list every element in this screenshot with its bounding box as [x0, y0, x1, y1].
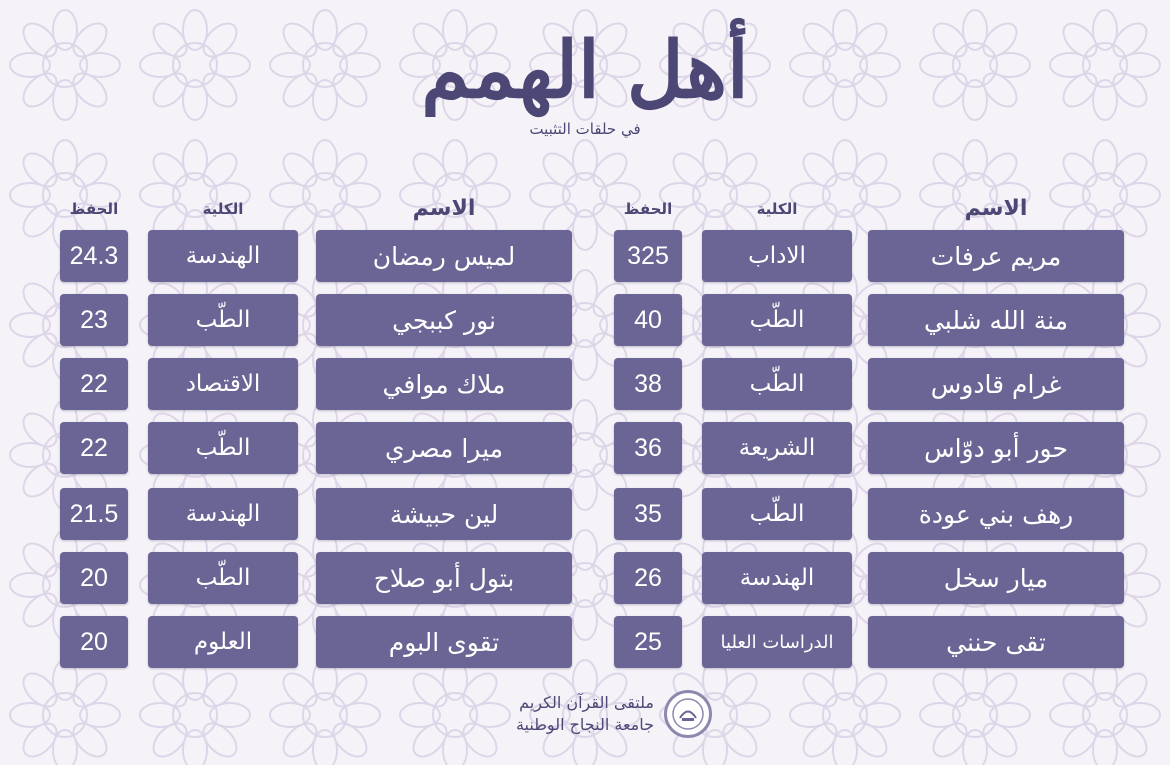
left-row-3-college: الاقتصاد: [148, 358, 298, 410]
right-header-college: الكلية: [756, 200, 798, 218]
left-row-1-score: 24.3: [60, 230, 128, 282]
right-row-6-name: ميار سخل: [868, 552, 1124, 604]
right-row-2-college: الطّب: [702, 294, 852, 346]
page-title: أهل الهمم: [421, 25, 749, 116]
footer-line-2: جامعة النجاح الوطنية: [515, 715, 654, 734]
left-header-score: الحفظ: [69, 200, 119, 218]
right-row-3-name: غرام قادوس: [868, 358, 1124, 410]
left-row-3-score: 22: [60, 358, 128, 410]
page-subtitle: في حلقات التثبيت: [529, 119, 641, 138]
header: [0, 25, 1170, 138]
left-row-5-score: 21.5: [60, 488, 128, 540]
right-row-1-college: الاداب: [702, 230, 852, 282]
right-row-5-score: 35: [614, 488, 682, 540]
left-row-1-college: الهندسة: [148, 230, 298, 282]
right-row-2-score: 40: [614, 294, 682, 346]
right-row-5-college: الطّب: [702, 488, 852, 540]
right-row-4-college: الشريعة: [702, 422, 852, 474]
right-header-name: الاسم: [964, 196, 1028, 221]
left-row-2-name: نور كببجي: [316, 294, 572, 346]
footer-text: [516, 692, 654, 735]
left-row-5-college: الهندسة: [148, 488, 298, 540]
left-row-5-name: لين حبيشة: [316, 488, 572, 540]
right-row-7-college: الدراسات العليا: [702, 616, 852, 668]
right-row-3-score: 38: [614, 358, 682, 410]
right-row-6-score: 26: [614, 552, 682, 604]
left-row-4-score: 22: [60, 422, 128, 474]
left-row-4-college: الطّب: [148, 422, 298, 474]
left-row-2-college: الطّب: [148, 294, 298, 346]
right-row-4-score: 36: [614, 422, 682, 474]
right-row-7-name: تقى حنني: [868, 616, 1124, 668]
left-row-4-name: ميرا مصري: [316, 422, 572, 474]
left-row-7-score: 20: [60, 616, 128, 668]
right-row-7-score: 25: [614, 616, 682, 668]
left-row-3-name: ملاك موافي: [316, 358, 572, 410]
left-header-college: الكلية: [202, 200, 244, 218]
footer-line-1: ملتقى القرآن الكريم: [519, 693, 654, 713]
left-row-7-college: العلوم: [148, 616, 298, 668]
right-row-1-name: مريم عرفات: [868, 230, 1124, 282]
right-row-4-name: حور أبو دوّاس: [868, 422, 1124, 474]
left-row-6-college: الطّب: [148, 552, 298, 604]
right-row-5-name: رهف بني عودة: [868, 488, 1124, 540]
right-row-6-college: الهندسة: [702, 552, 852, 604]
right-header-score: الحفظ: [623, 200, 673, 218]
right-row-2-name: منة الله شلبي: [868, 294, 1124, 346]
right-row-1-score: 325: [614, 230, 682, 282]
left-row-6-score: 20: [60, 552, 128, 604]
left-row-2-score: 23: [60, 294, 128, 346]
left-row-1-name: لميس رمضان: [316, 230, 572, 282]
footer: [480, 686, 712, 742]
left-header-name: الاسم: [412, 196, 476, 221]
left-row-7-name: تقوى البوم: [316, 616, 572, 668]
left-row-6-name: بتول أبو صلاح: [316, 552, 572, 604]
right-row-3-college: الطّب: [702, 358, 852, 410]
university-seal-icon: [664, 690, 712, 738]
